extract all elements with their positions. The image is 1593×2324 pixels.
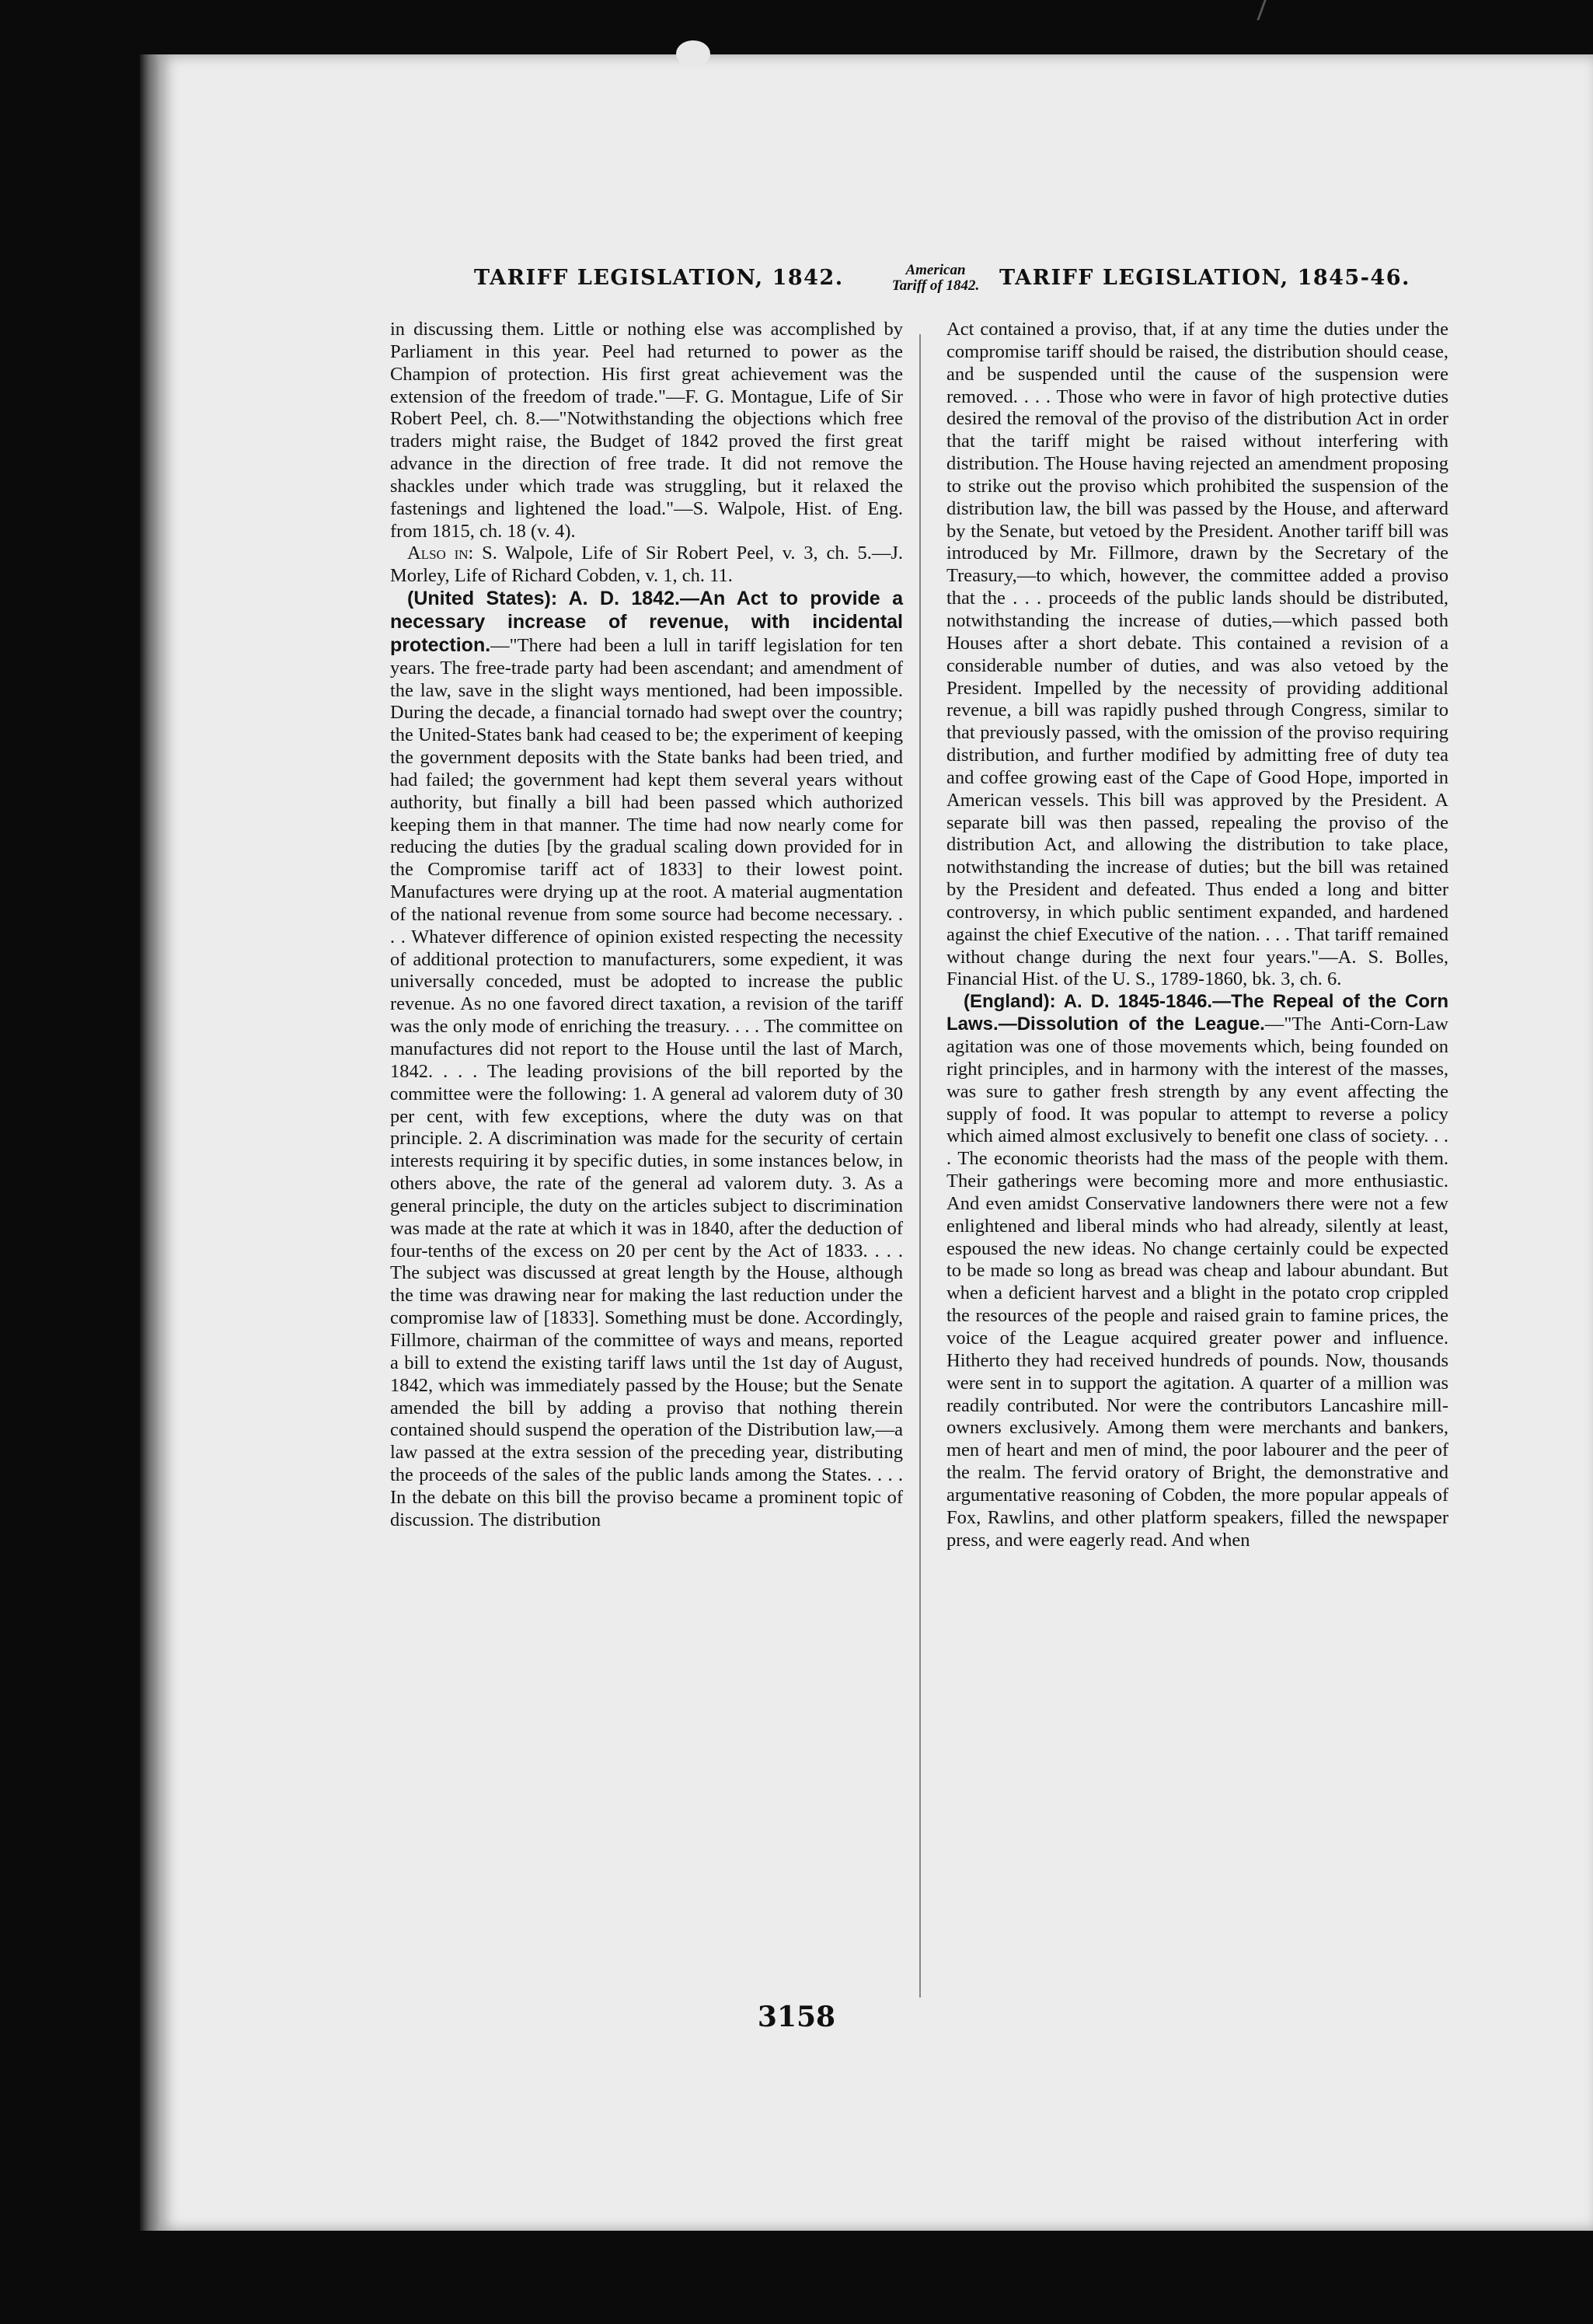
page-number: 3158 <box>757 2001 836 2033</box>
paragraph-distribution-act: Act contained a proviso, that, if at any time the duties under the compromise tariff should be raised, the distribution should cease, and be suspended until the cause of the suspension were removed. . . . Those who were in favor of high protective duties desired the removal of the proviso of the distribution Act in order that the tariff might be raised without interfering with distribution. The House having rejected an amendment proposing to strike out the proviso which prohibited the suspension of the distribution law, the bill was passed by the House, and afterward by the Senate, but vetoed by the President. Another tariff bill was introduced by Mr. Fillmore, drawn by the Secretary of the Treasury,—to which, however, the committee added a proviso that the . . . proceeds of the public lands should be distributed, notwithstanding the increase of duties,—which passed both Houses after a short debate. This contained a revision of a considerable number of duties, and was also vetoed by the President. Impelled by the necessity of providing additional revenue, a bill was rapidly pushed through Congress, similar to that previously passed, with the omission of the proviso requiring distribution, and further modified by admitting free of duty tea and coffee growing east of the Cape of Good Hope, imported in American vessels. This bill was approved by the President. A separate bill was then passed, repealing the proviso of the distribution Act, and allowing the distribution to take place, notwithstanding the increase of duties; but the bill was retained by the President and defeated. Thus ended a long and bitter controversy, in which public sentiment expanded, and hardened against the chief Executive of the nation. . . . That tariff remained without change during the next four years."—A. S. Bolles, Financial Hist. of the U. S., 1789-1860, bk. 3, ch. 6. <box>946 319 1448 990</box>
text-column-left <box>390 319 903 1532</box>
marginal-heading <box>873 263 998 294</box>
paragraph-peel-budget: in discussing them. Little or nothing else was accomplished by Parliament in this year. Peel had returned to power as the Champion of protection. His first great achievement was the extension of the freedom of trade."—F. G. Montague, Life of Sir Robert Peel, ch. 8.—"Notwithstanding the objections which free traders might raise, the Budget of 1842 proved the first great advance in the direction of free trade. It did not remove the shackles under which trade was struggling, but it relaxed the fastenings and lightened the load."—S. Walpole, Hist. of Eng. from 1815, ch. 18 (v. 4). <box>390 319 903 542</box>
marginal-heading-line1: American <box>905 262 966 278</box>
scan-page-notch <box>676 40 710 67</box>
also-in-references <box>390 543 903 588</box>
column-rule <box>919 334 921 1998</box>
also-in-text: S. Walpole, Life of Sir Robert Peel, v. 3, ch. 5.—J. Morley, Life of Richard Cobden, v. 1, ch. 11. <box>390 543 903 587</box>
section-heading-england-1845: (England): A. D. 1845-1846.—The Repeal of the Corn Laws.—Dissolution of the League. <box>946 991 1448 1035</box>
section-england-1845 <box>946 991 1448 1551</box>
section-body-england-1845: —"The Anti-Corn-Law agitation was one of those movements which, being founded on right principles, and in harmony with the interest of the masses, was sure to gather fresh strength by any event affecting the supply of food. It was popular to attempt to reverse a policy which aimed almost exclusively to benefit one class of society. . . . The economic theorists had the mass of the people with them. Their gatherings were becoming more and more enthusiastic. And even amidst Conservative landowners there were not a few enlightened and liberal minds who had already, silently at least, espoused the new ideas. No change certainly could be expected to be made so long as bread was cheap and labour abundant. But when a deficient harvest and a blight in the potato crop crippled the resources of the people and raised grain to famine prices, the voice of the League acquired greater power and influence. Hitherto they had received hundreds of pounds. Now, thousands were sent in to support the agitation. A quarter of a million was readily contributed. Nor were the contributors Lancashire mill-owners exclusively. Among them were merchants and bankers, men of heart and men of mind, the poor labourer and the peer of the realm. The fervid oratory of Bright, the demonstrative and argumentative reasoning of Cobden, the more popular appeals of Fox, Rawlins, and other platform speakers, filled the newspaper press, and were eagerly read. And when <box>946 1014 1448 1551</box>
running-title-left: TARIFF LEGISLATION, 1842. <box>474 266 844 290</box>
running-title-right: TARIFF LEGISLATION, 1845-46. <box>999 266 1410 290</box>
also-in-label: Also in: <box>407 543 474 564</box>
text-column-right <box>946 319 1448 1551</box>
scan-corner-mark <box>1246 0 1266 20</box>
running-header <box>474 262 1410 309</box>
section-united-states-1842 <box>390 588 903 1531</box>
marginal-heading-line2: Tariff of 1842. <box>891 277 980 294</box>
section-body-us-1842: —"There had been a lull in tariff legislation for ten years. The free-trade party had been ascendant; and amendment of the law, save in the slight ways mentioned, had been impossible. During the decade, a financial tornado had swept over the country; the United-States bank had ceased to be; the experiment of keeping the government deposits with the State banks had been tried, and had failed; the government had kept them several years without authority, but finally a bill had been passed which authorized keeping them in that manner. The time had now nearly come for reducing the duties [by the gradual scaling down provided for in the Compromise tariff act of 1833] to their lowest point. Manufactures were drying up at the root. A material augmentation of the national revenue from some source had become necessary. . . . Whatever difference of opinion existed respecting the necessity of additional protection to manufacturers, some expedient, it was universally conceded, must be adopted to increase the public revenue. As no one favored direct taxation, a revision of the tariff was the only mode of enriching the treasury. . . . The committee on manufactures did not report to the House until the last of March, 1842. . . . The leading provisions of the bill reported by the committee were the following: 1. A general ad valorem duty of 30 per cent, with few exceptions, where the duty was on that principle. 2. A discrimination was made for the security of certain interests requiring it by specific duties, in some instances below, in others above, the rate of the general ad valorem duty. 3. As a general principle, the duty on the articles subject to discrimination was made at the rate at which it was in 1840, after the deduction of four-tenths of the excess on 20 per cent by the Act of 1833. . . . The subject was discussed at great length by the House, although the time was drawing near for making the last reduction under the compromise law of [1833]. Something must be done. Accordingly, Fillmore, chairman of the committee of ways and means, reported a bill to extend the existing tariff laws until the 1st day of August, 1842, which was immediately passed by the House; but the Senate amended the bill by adding a proviso that nothing therein contained should suspend the operation of the Distribution law,—a law passed at the extra session of the preceding year, distributing the proceeds of the sales of the public lands among the States. . . . In the debate on this bill the proviso became a prominent topic of discussion. The distribution <box>390 634 903 1530</box>
section-heading-us-1842: (United States): A. D. 1842.—An Act to provide a necessary increase of revenue, with incidental protection. <box>390 588 903 656</box>
